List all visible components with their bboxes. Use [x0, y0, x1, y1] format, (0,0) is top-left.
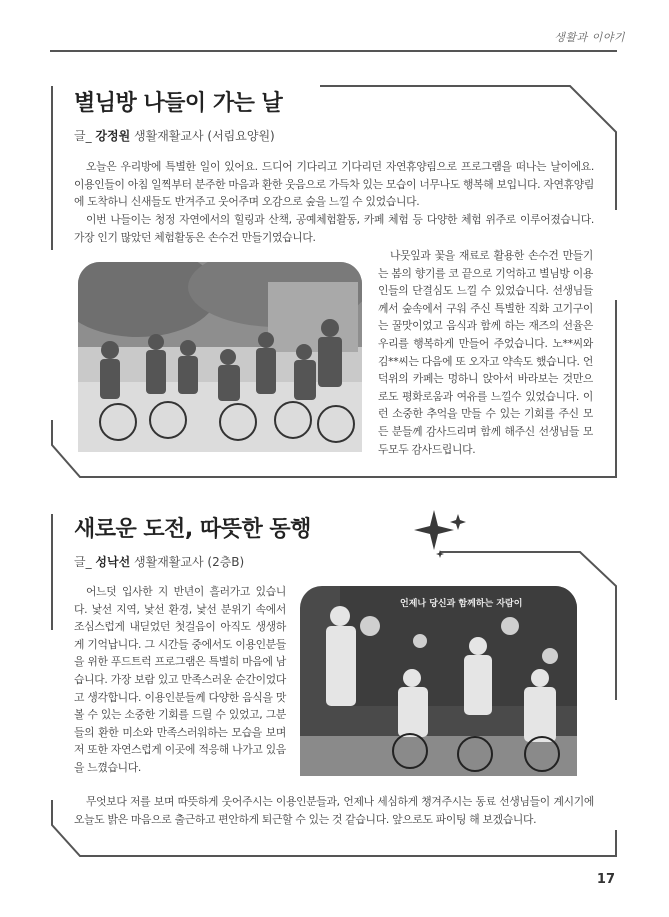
photo-caption: 언제나 당신과 함께하는 자람이 [400, 599, 523, 609]
byline-prefix: 글_ [74, 555, 92, 569]
article2-para1: 어느덧 입사한 지 반년이 흘러가고 있습니다. 낯선 지역, 낯선 환경, 낯선 분위기 속에서 조심스럽게 내딛었던 첫걸음이 아직도 생생하게 기억납니다. 그 시간들 중에서도 이용인분들을 위한 푸드트럭 프로그램은 특별히 마음에 남습니다. 가장 보람 있고 만족스러운 순간이었다고 생각합니다. 이용인분들께 다양한 음식을 맛볼 수 있는 소중한 기회를 드릴 수 있었고, 그분들의 환한 미소와 만족스러워하는 모습을 보며 저 또한 자연스럽게 이곳에 적응해 나가고 있음을 느꼈습니다. [74, 585, 286, 774]
article1-byline [74, 127, 275, 144]
article2-photo [300, 586, 577, 776]
sparkle-icon [412, 502, 472, 562]
byline-prefix: 글_ [74, 129, 92, 143]
page-number: 17 [596, 872, 615, 887]
section-label: 생활과 이야기 [554, 31, 625, 44]
author-name: 강정원 [95, 129, 131, 143]
article1-title: 별님방 나들이 가는 날 [74, 91, 283, 116]
article2-para2: 무엇보다 저를 보며 따뜻하게 웃어주시는 이용인분들과, 언제나 세심하게 챙겨주시는 동료 선생님들이 계시기에 오늘도 밝은 마음으로 출근하고 편안하게 퇴근할 수 있는 것 같습니다. 앞으로도 파이팅 해 보겠습니다. [74, 795, 594, 826]
author-role: 생활재활교사 (서림요양원) [134, 129, 275, 143]
author-role: 생활재활교사 (2층B) [134, 555, 245, 569]
author-name: 성낙선 [95, 555, 131, 569]
article1-para2: 이번 나들이는 청정 자연에서의 힐링과 산책, 공예체험활동, 카페 체험 등 다양한 체험 위주로 이루어졌습니다. 가장 인기 많았던 체험활동은 손수건 만들기였습니다. [74, 213, 594, 244]
article2-title: 새로운 도전, 따뜻한 동행 [74, 517, 311, 542]
article2-byline [74, 553, 244, 570]
article1-photo [78, 262, 362, 452]
article1-para3: 나뭇잎과 꽃을 재료로 활용한 손수건 만들기는 봄의 향기를 코 끝으로 기억하고 별님방 이용인들의 단결심도 느낄 수 있었습니다. 선생님들께서 숲속에서 구워 주신 특별한 직화 고기구이는 꿀맛이었고 음식과 함께 하는 재즈의 선율은 우리를 행복하게 만들어 주었습니다. 노**씨와 김**씨는 다음에 또 오자고 약속도 했습니다. 언덕위의 카페는 멍하니 앉아서 바라보는 것만으로도 평화로움과 여유를 느낄수 있었습니다. 이런 소중한 추억을 만들 수 있는 기회를 주신 모든 분들께 감사드리며 함께 해주신 선생님들 모두모두 감사드립니다. [378, 249, 593, 456]
article1-para1: 오늘은 우리방에 특별한 일이 있어요. 드디어 기다리고 기다리던 자연휴양림으로 프로그램을 떠나는 날이에요. 이용인들이 아침 일찍부터 분주한 마음과 환한 웃음으로 가득차 있는 모습이 너무나도 행복해 보입니다. 자연휴양림에 도착하니 신새들도 반겨주고 웃어주며 오감으로 숲을 느낄 수 있었습니다. [74, 160, 594, 209]
